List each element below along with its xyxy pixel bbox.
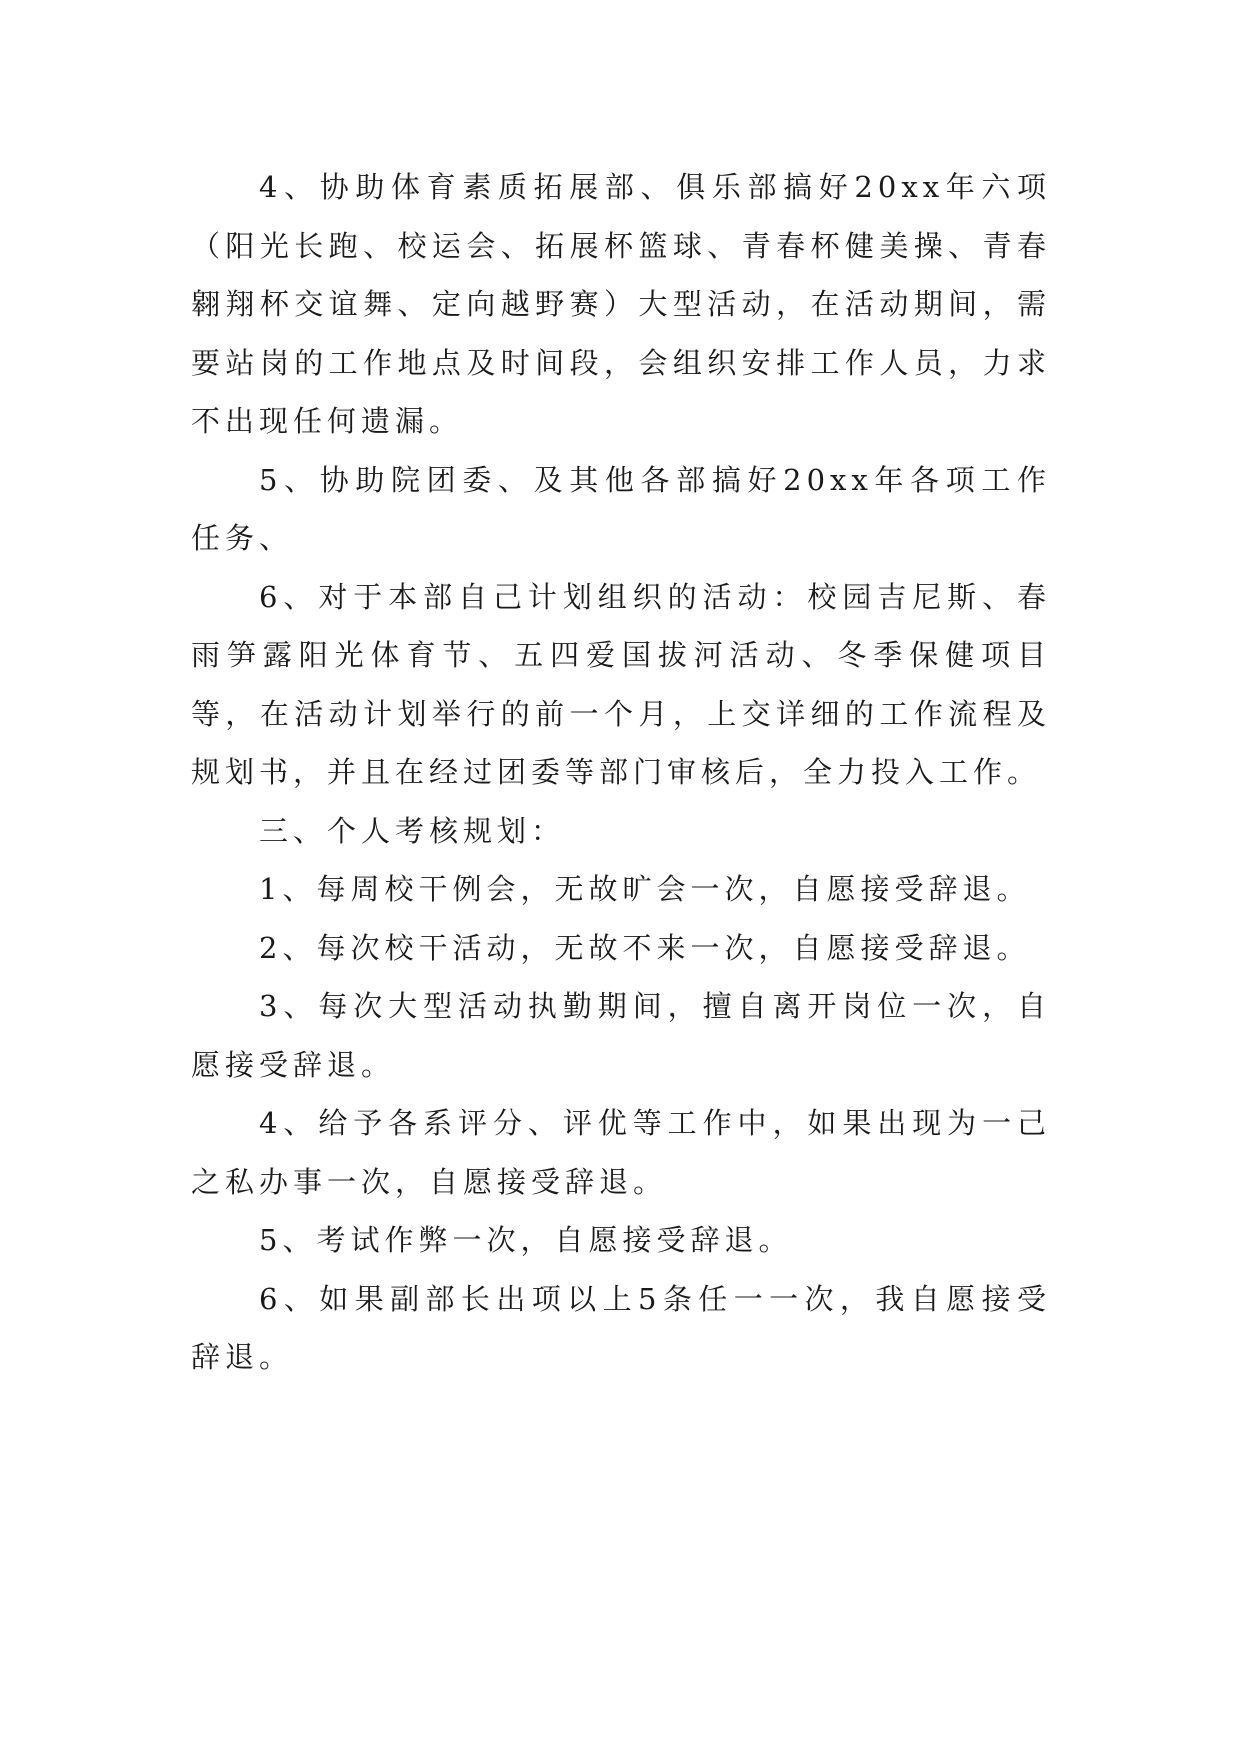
paragraph-rule-1: 1、每周校干例会，无故旷会一次，自愿接受辞退。 [259, 872, 1031, 906]
paragraph-rule-4: 4、给予各系评分、评优等工作中，如果出现为一己之私办事一次，自愿接受辞退。 [191, 1106, 1051, 1199]
paragraph-rule-3: 3、每次大型活动执勤期间，擅自离开岗位一次，自愿接受辞退。 [191, 989, 1051, 1082]
document-body [191, 158, 1051, 1387]
paragraph-league-support: 5、协助院团委、及其他各部搞好20xx年各项工作任务、 [191, 462, 1051, 555]
paragraph-rule-5: 5、考试作弊一次，自愿接受辞退。 [259, 1223, 793, 1257]
paragraph-rule-2: 2、每次校干活动，无故不来一次，自愿接受辞退。 [259, 930, 1031, 965]
section-heading-assessment: 三、个人考核规划： [259, 813, 566, 848]
paragraph-rule-6: 6、如果副部长出项以上5条任一一次，我自愿接受辞退。 [191, 1281, 1051, 1374]
paragraph-sports-support: 4、协助体育素质拓展部、俱乐部搞好20xx年六项（阳光长跑、校运会、拓展杯篮球、青春杯健美操、青春翱翔杯交谊舞、定向越野赛）大型活动，在活动期间，需要站岗的工作地点及时间段，会组织安排工作人员，力求不出现任何遗漏。 [191, 170, 1051, 438]
paragraph-own-activities: 6、对于本部自己计划组织的活动：校园吉尼斯、春雨笋露阳光体育节、五四爱国拔河活动、冬季保健项目等，在活动计划举行的前一个月，上交详细的工作流程及规划书，并且在经过团委等部门审核后，全力投入工作。 [191, 579, 1051, 789]
